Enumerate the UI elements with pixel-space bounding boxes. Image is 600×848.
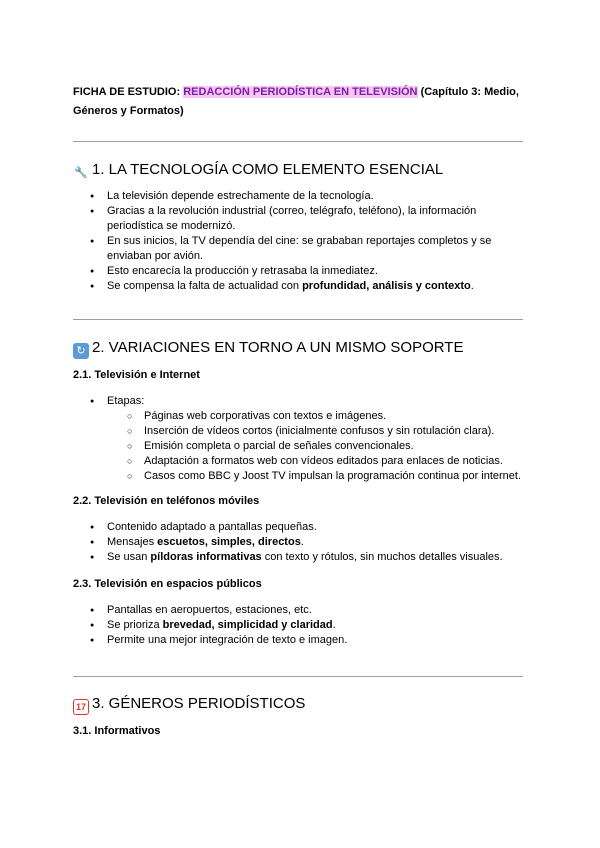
text-run: con texto y rótulos, sin muchos detalles visuales. [261,551,503,563]
text-run: Mensajes [107,536,158,548]
section-2-heading-text: 2. VARIACIONES EN TORNO A UN MISMO SOPORTE [92,339,464,356]
subsection-2-3-list [73,603,533,648]
sub-list-item: ○ Inserción de vídeos cortos (inicialmente confusos y sin rotulación clara). [107,424,533,439]
text-run: . [332,619,336,631]
sync-icon: ↻ [73,343,89,359]
subsection-2-2-heading: 2.2. Televisión en teléfonos móviles [73,495,260,507]
divider [73,319,523,320]
bold-text: profundidad, análisis y contexto [302,280,471,292]
calendar-icon: 17 [73,699,89,715]
bold-text: brevedad, simplicidad y claridad [162,619,333,631]
text-run: . [300,536,304,548]
text-run: Se prioriza [107,619,163,631]
divider [73,141,523,142]
section-1-heading [73,160,443,181]
wrench-icon: 🔧 [74,167,88,179]
subsection-2-1-heading: 2.1. Televisión e Internet [73,369,200,381]
text-run: Etapas: [107,395,145,407]
title-prefix: FICHA DE ESTUDIO: [73,86,184,98]
section-1-list [73,189,533,294]
text-run: Se usan [107,551,151,563]
subsection-2-3-heading: 2.3. Televisión en espacios públicos [73,578,262,590]
section-3-heading-text: 3. GÉNEROS PERIODÍSTICOS [92,695,306,712]
list-item [73,550,533,565]
list-item: ● Contenido adaptado a pantallas pequeñas. [73,520,533,535]
subsection-2-1-list [73,394,533,484]
text-run: Se compensa la falta de actualidad con [107,280,303,292]
list-item: ● Esto encarecía la producción y retrasaba la inmediatez. [73,264,533,279]
sub-list [107,409,533,484]
list-item: ● La televisión depende estrechamente de la tecnología. [73,189,533,204]
document-title [73,83,533,121]
title-highlight: REDACCIÓN PERIODÍSTICA EN TELEVISIÓN [183,86,418,98]
list-item [73,279,533,294]
text-run: . [470,280,474,292]
list-item: ● Pantallas en aeropuertos, estaciones, etc. [73,603,533,618]
list-item [73,394,533,484]
sub-list-item: ○ Páginas web corporativas con textos e imágenes. [107,409,533,424]
section-1-heading-text: 1. LA TECNOLOGÍA COMO ELEMENTO ESENCIAL [92,161,444,178]
sub-list-item: ○ Casos como BBC y Joost TV impulsan la programación continua por internet. [107,469,533,484]
bold-text: escuetos, simples, directos [157,536,301,548]
list-item: ● En sus inicios, la TV dependía del cine: se grababan reportajes completos y se enviaban por avión. [73,234,533,264]
section-2-heading [73,338,463,359]
list-item: ● Gracias a la revolución industrial (correo, telégrafo, teléfono), la información periodística se modernizó. [73,204,533,234]
list-item [73,618,533,633]
list-item [73,535,533,550]
list-item: ● Permite una mejor integración de texto e imagen. [73,633,533,648]
sub-list-item: ○ Adaptación a formatos web con vídeos editados para enlaces de noticias. [107,454,533,469]
sub-list-item: ○ Emisión completa o parcial de señales convencionales. [107,439,533,454]
subsection-3-1-heading: 3.1. Informativos [73,725,161,737]
bold-text: píldoras informativas [150,551,262,563]
divider [73,676,523,677]
subsection-2-2-list [73,520,533,565]
section-3-heading [73,694,305,715]
title-suffix: (Capítulo 3: Medio, Géneros y Formatos) [73,86,519,117]
